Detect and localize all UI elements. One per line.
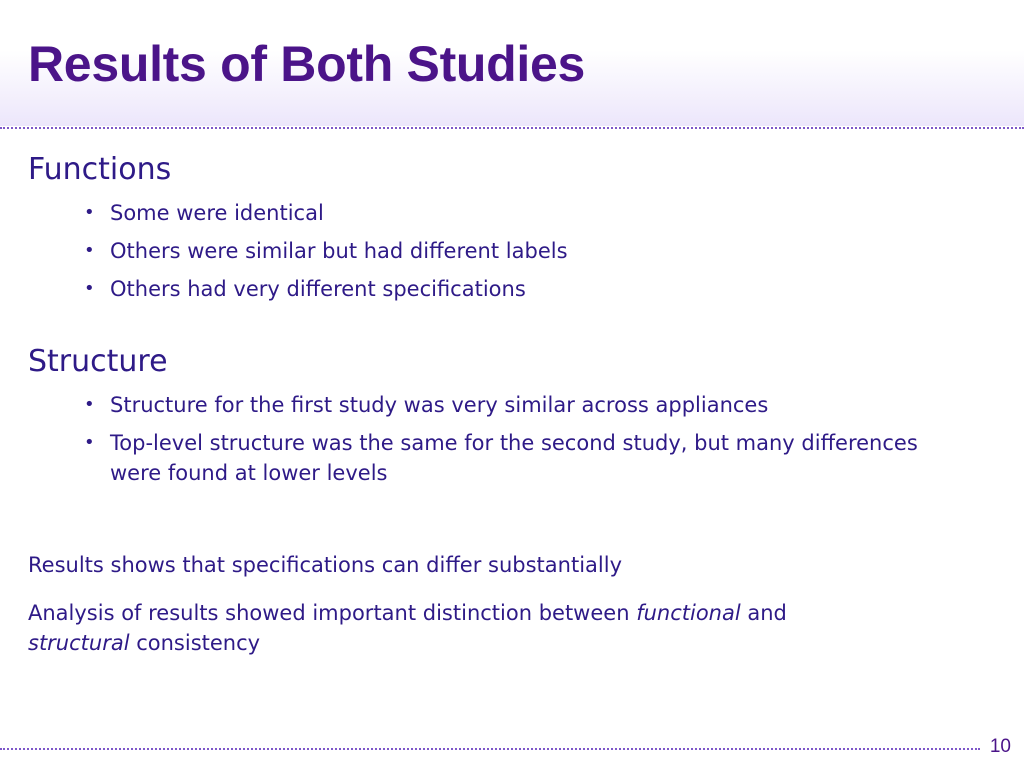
structure-bullet-list xyxy=(28,390,988,488)
conclusion-prefix: Analysis of results showed important distinction between xyxy=(28,601,637,625)
bullet-icon: • xyxy=(84,432,95,453)
bullet-item xyxy=(28,236,988,266)
bullet-icon: • xyxy=(84,394,95,415)
header-divider xyxy=(0,127,1024,129)
page-number: 10 xyxy=(987,736,1014,758)
conclusion-mid: and xyxy=(740,601,787,625)
bullet-item xyxy=(28,390,988,420)
conclusion-suffix: consistency xyxy=(129,631,261,655)
section-heading-functions: Functions xyxy=(28,152,172,187)
section-functions xyxy=(28,150,988,304)
section-structure xyxy=(28,342,988,488)
functions-bullet-list xyxy=(28,198,988,304)
conclusion-line-1: Results shows that specifications can differ substantially xyxy=(28,553,622,577)
bullet-icon: • xyxy=(84,202,95,223)
bullet-text: Structure for the first study was very similar across appliances xyxy=(110,393,769,417)
slide-body xyxy=(28,150,988,658)
emphasis-functional: functional xyxy=(636,601,741,625)
emphasis-structural: structural xyxy=(28,631,130,655)
bullet-icon: • xyxy=(84,240,95,261)
bullet-icon: • xyxy=(84,278,95,299)
footer-divider xyxy=(0,748,980,750)
conclusion-line-2 xyxy=(28,598,928,658)
slide-title: Results of Both Studies xyxy=(28,36,586,92)
bullet-text: Some were identical xyxy=(110,201,324,225)
bullet-item xyxy=(28,428,930,488)
slide-header xyxy=(0,0,1024,126)
bullet-text: Top-level structure was the same for the second study, but many differences were found at lower levels xyxy=(110,431,918,485)
bullet-text: Others had very different specifications xyxy=(110,277,526,301)
bullet-text: Others were similar but had different labels xyxy=(110,239,568,263)
bullet-item xyxy=(28,198,988,228)
bullet-item xyxy=(28,274,988,304)
section-heading-structure: Structure xyxy=(28,344,168,379)
